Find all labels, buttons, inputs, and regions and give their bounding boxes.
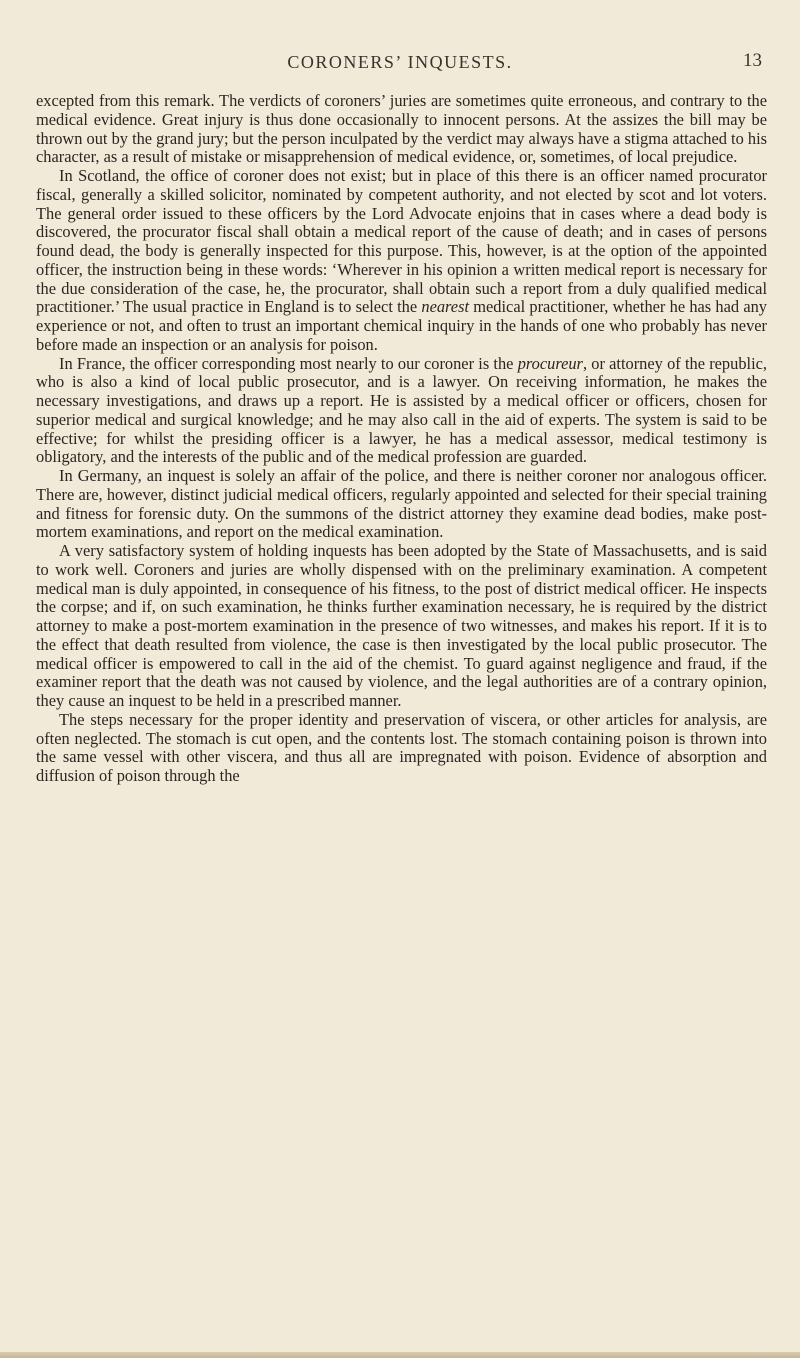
- body-text: [36, 92, 767, 786]
- text-run: In Germany, an inquest is solely an affair of the police, and there is neither coroner nor analogous officer. There are, however, distinct judicial medical officers, regularly appointed and selected for their special training and fitness for forensic duty. On the summons of the district attorney they examine dead bodies, make post-mortem examinations, and report on the medical examination.: [36, 466, 767, 542]
- paragraph: [36, 542, 767, 711]
- paragraph: [36, 355, 767, 468]
- running-head-title: CORONERS’ INQUESTS.: [287, 52, 513, 72]
- italic-term: nearest: [421, 297, 470, 317]
- text-run: A very satisfactory system of holding inquests has been adopted by the State of Massachusetts, and is said to work well. Coroners and juries are wholly dispensed with on the preliminary examination. A competent medical man is duly appointed, in consequence of his fitness, to the post of district medical officer. He inspects the corpse; and if, on such examination, he thinks further examination necessary, he is required by the district attorney to make a post-mortem examination in the presence of two witnesses, and makes his report. If it is to the effect that death resulted from violence, the case is then investigated by the local public prosecutor. The medical officer is empowered to call in the aid of the chemist. To guard against negligence and fraud, if the examiner report that the death was not caused by violence, and the legal authorities are of a contrary opinion, they cause an inquest to be held in a prescribed manner.: [36, 541, 767, 710]
- paragraph: [36, 467, 767, 542]
- paragraph: [36, 167, 767, 355]
- paragraph: [36, 711, 767, 786]
- page-number: 13: [743, 50, 762, 71]
- page-bottom-edge: [0, 1352, 800, 1358]
- italic-term: procureur: [517, 353, 583, 373]
- text-run: The steps necessary for the proper identity and preservation of viscera, or other articles for analysis, are often neglected. The stomach is cut open, and the contents lost. The stomach containing poison is thrown into the same vessel with other viscera, and thus all are impregnated with poison. Evidence of absorption and diffusion of poison through the: [36, 709, 767, 785]
- text-run: , or attorney of the republic, who is also a kind of local public prosecutor, and is a lawyer. On receiving information, he makes the necessary investigations, and draws up a report. He is assisted by a medical officer or officers, chosen for superior medical and surgical knowledge; and he may also call in the aid of experts. The system is said to be effective; for whilst the presiding officer is a lawyer, he has a medical assessor, medical testimony is obligatory, and the interests of the public and of the medical profession are guarded.: [36, 353, 768, 467]
- text-run: medical practitioner, whether he has had any experience or not, and often to trust an important chemical inquiry in the hands of one who probably has never before made an inspection or an analysis for poison.: [36, 297, 767, 354]
- text-run: In France, the officer corresponding most nearly to our coroner is the: [59, 353, 518, 373]
- paragraph: [36, 92, 767, 167]
- text-run: In Scotland, the office of coroner does not exist; but in place of this there is an officer named procurator fiscal, generally a skilled solicitor, nominated by competent authority, and not elected by scot and lot voters. The general order issued to these officers by the Lord Advocate enjoins that in cases where a dead body is discovered, the procurator fiscal shall obtain a medical report of the cause of death; and in cases of persons found dead, the body is generally inspected for this purpose. This, however, is at the option of the appointed officer, the instruction being in these words: ‘Wherever in his opinion a written medical report is necessary for the due consideration of the case, he, the procurator, shall obtain such a report from a duly qualified medical practitioner.’ The usual practice in England is to select the: [36, 166, 767, 317]
- text-run: excepted from this remark. The verdicts of coroners’ juries are sometimes quite erroneous, and contrary to the medical evidence. Great injury is thus done occasionally to innocent persons. At the assizes the bill may be thrown out by the grand jury; but the person inculpated by the verdict may always have a stigma attached to his character, as a result of mistake or misapprehension of medical evidence, or, sometimes, of local prejudice.: [36, 91, 768, 167]
